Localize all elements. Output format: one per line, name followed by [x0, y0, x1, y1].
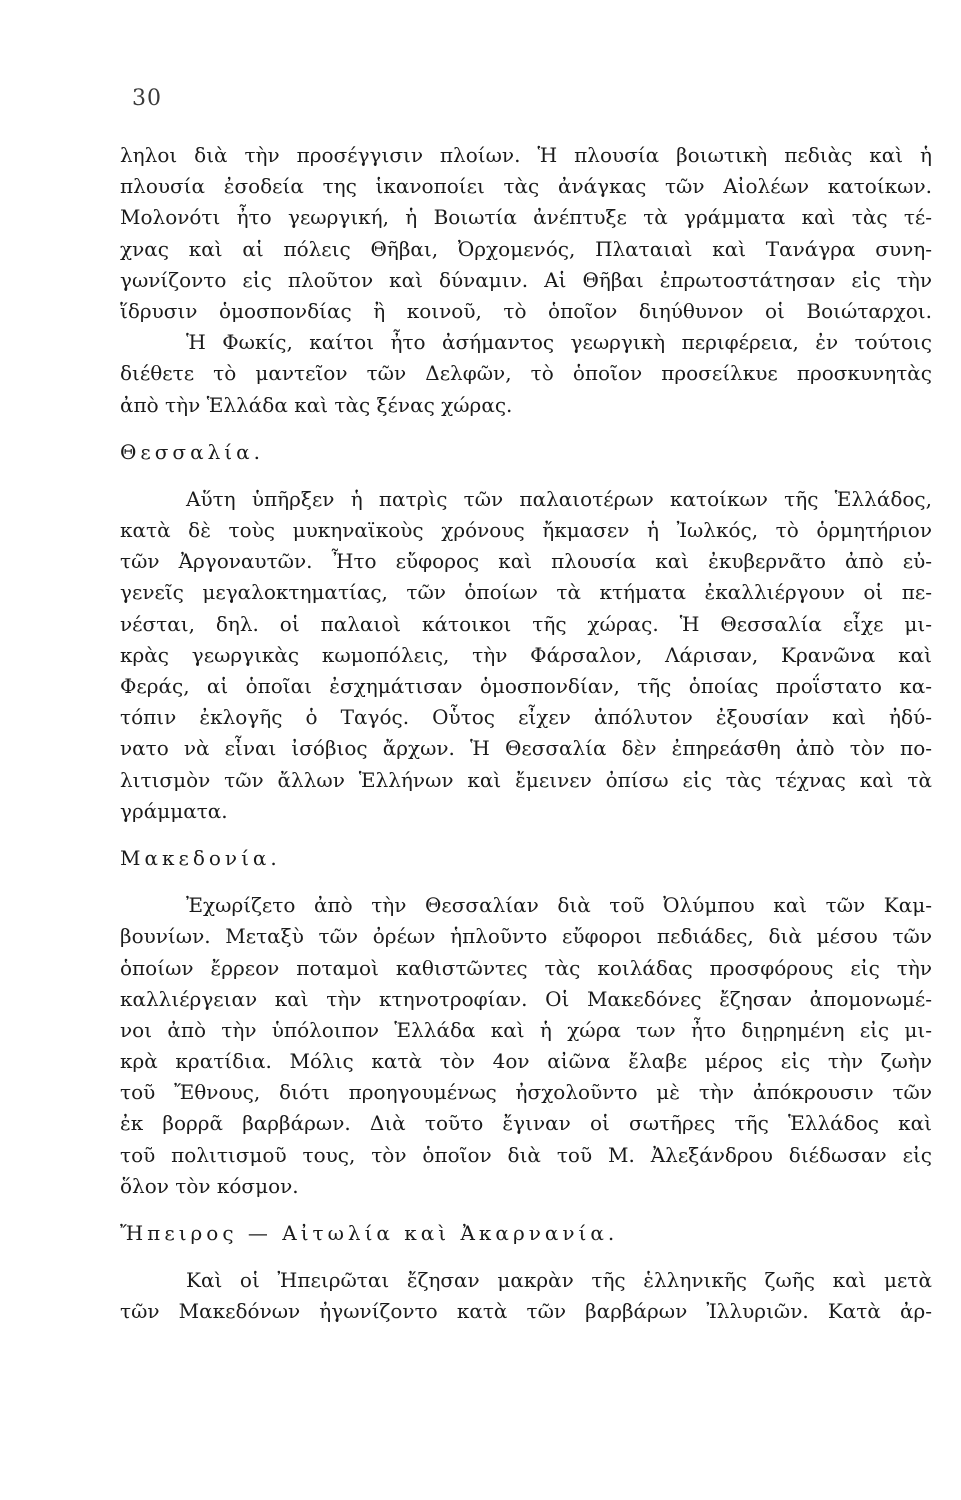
text-line: ἵδρυσιν ὁμοσπονδίας ἢ κοινοῦ, τὸ ὁποῖον διηύθυνον οἱ Βοιώταρχοι.	[120, 298, 932, 323]
text-line: Φεράς, αἱ ὁποῖαι ἐσχημάτισαν ὁμοσπονδίαν, τῆς ὁποίας προΐστατο κα-	[120, 674, 932, 698]
text-line: τοῦ Ἔθνους, διότι προηγουμένως ἠσχολοῦντο μὲ τὴν ἀπόκρουσιν τῶν	[120, 1080, 932, 1105]
page-number: 30	[132, 86, 162, 111]
text-line: τόπιν ἐκλογῆς ὁ Ταγός. Οὗτος εἶχεν ἀπόλυτον ἐξουσίαν καὶ ἠδύ-	[120, 705, 932, 730]
text-line: νοι ἀπὸ τὴν ὑπόλοιπον Ἑλλάδα καὶ ἡ χώρα των ἦτο διῃρημένη εἰς μι-	[120, 1017, 932, 1042]
text-line: κρὰς γεωργικὰς κωμοπόλεις, τὴν Φάρσαλον, Λάρισαν, Κρανῶνα καὶ	[120, 642, 932, 667]
section-heading-makedonia: Μακεδονία.	[120, 845, 281, 870]
text-line: καλλιέργειαν καὶ τὴν κτηνοτροφίαν. Οἱ Μακεδόνες ἔζησαν ἀπομονωμέ-	[120, 986, 932, 1011]
text-line: γενεῖς μεγαλοκτηματίας, τῶν ὁποίων τὰ κτήματα ἐκαλλιέργουν οἱ πε-	[120, 580, 932, 605]
text-line: βουνίων. Μεταξὺ τῶν ὀρέων ἡπλοῦντο εὔφοροι πεδιάδες, διὰ μέσου τῶν	[120, 924, 932, 949]
text-line: Ἐχωρίζετο ἀπὸ τὴν Θεσσαλίαν διὰ τοῦ Ὀλύμπου καὶ τῶν Καμ-	[186, 893, 932, 918]
text-line: Ἡ Φωκίς, καίτοι ἦτο ἀσήμαντος γεωργικὴ περιφέρεια, ἐν τούτοις	[186, 330, 932, 355]
text-line: γράμματα.	[120, 798, 228, 823]
text-line: Αὕτη ὑπῆρξεν ἡ πατρὶς τῶν παλαιοτέρων κατοίκων τῆς Ἑλλάδος,	[186, 486, 932, 511]
text-line: ἐκ βορρᾶ βαρβάρων. Διὰ τοῦτο ἔγιναν οἱ σωτῆρες τῆς Ἑλλάδος καὶ	[120, 1111, 932, 1136]
paragraph-phokis	[120, 327, 932, 421]
text-line: ὁποίων ἔρρεον ποταμοὶ καθιστῶντες τὰς κοιλάδας προσφόρους εἰς τὴν	[120, 955, 932, 980]
text-line: ἀπὸ τὴν Ἑλλάδα καὶ τὰς ξένας χώρας.	[120, 392, 513, 417]
text-line: διέθετε τὸ μαντεῖον τῶν Δελφῶν, τὸ ὁποῖον προσείλκυε προσκυνητὰς	[120, 361, 932, 386]
text-line: νέσται, δηλ. οἱ παλαιοὶ κάτοικοι τῆς χώρας. Ἡ Θεσσαλία εἶχε μι-	[120, 611, 932, 636]
section-heading-ipeiros: Ἤπειρος — Αἰτωλία καὶ Ἀκαρνανία.	[120, 1221, 619, 1245]
text-line: Μολονότι ἦτο γεωργική, ἡ Βοιωτία ἀνέπτυξε τὰ γράμματα καὶ τὰς τέ-	[120, 205, 932, 230]
text-line: κρὰ κρατίδια. Μόλις κατὰ τὸν 4ον αἰῶνα ἔλαβε μέρος εἰς τὴν ζωὴν	[120, 1049, 932, 1074]
text-line: Καὶ οἱ Ἠπειρῶται ἔζησαν μακρὰν τῆς ἑλληνικῆς ζωῆς καὶ μετὰ	[186, 1268, 932, 1293]
text-line: ὅλον τὸν κόσμον.	[120, 1173, 299, 1198]
paragraph-boeotia	[120, 140, 932, 327]
text-line: λιτισμὸν τῶν ἄλλων Ἑλλήνων καὶ ἔμεινεν ὀπίσω εἰς τὰς τέχνας καὶ τὰ	[120, 767, 932, 792]
text-line: γωνίζοντο εἰς πλοῦτον καὶ δύναμιν. Αἱ Θῆβαι ἐπρωτοστάτησαν εἰς τὴν	[120, 267, 932, 292]
text-line: κατὰ δὲ τοὺς μυκηναϊκοὺς χρόνους ἤκμασεν ἡ Ἰωλκός, τὸ ὁρμητήριον	[120, 518, 932, 543]
paragraph-makedonia	[120, 890, 932, 1202]
text-line: πλουσία ἐσοδεία της ἱκανοποίει τὰς ἀνάγκας τῶν Αἰολέων κατοίκων.	[120, 174, 932, 199]
text-line: τοῦ πολιτισμοῦ τους, τὸν ὁποῖον διὰ τοῦ Μ. Ἀλεξάνδρου διέδωσαν εἰς	[120, 1142, 932, 1167]
body-text	[120, 140, 932, 1328]
text-line: χνας καὶ αἱ πόλεις Θῆβαι, Ὀρχομενός, Πλαταιαὶ καὶ Τανάγρα συνη-	[120, 236, 932, 261]
paragraph-thessalia	[120, 484, 932, 827]
section-heading-thessalia: Θεσσαλία.	[120, 439, 264, 464]
paragraph-ipeiros	[120, 1265, 932, 1327]
text-line: τῶν Μακεδόνων ἠγωνίζοντο κατὰ τῶν βαρβάρων Ἰλλυριῶν. Κατὰ ἀρ-	[120, 1299, 932, 1324]
text-line: τῶν Ἀργοναυτῶν. Ἦτο εὔφορος καὶ πλουσία καὶ ἐκυβερνᾶτο ἀπὸ εὐ-	[120, 549, 932, 574]
text-line: νατο νὰ εἶναι ἰσόβιος ἄρχων. Ἡ Θεσσαλία δὲν ἐπηρεάσθη ἀπὸ τὸν πο-	[120, 736, 932, 761]
text-line: ληλοι διὰ τὴν προσέγγισιν πλοίων. Ἡ πλουσία βοιωτικὴ πεδιὰς καὶ ἡ	[120, 143, 932, 167]
